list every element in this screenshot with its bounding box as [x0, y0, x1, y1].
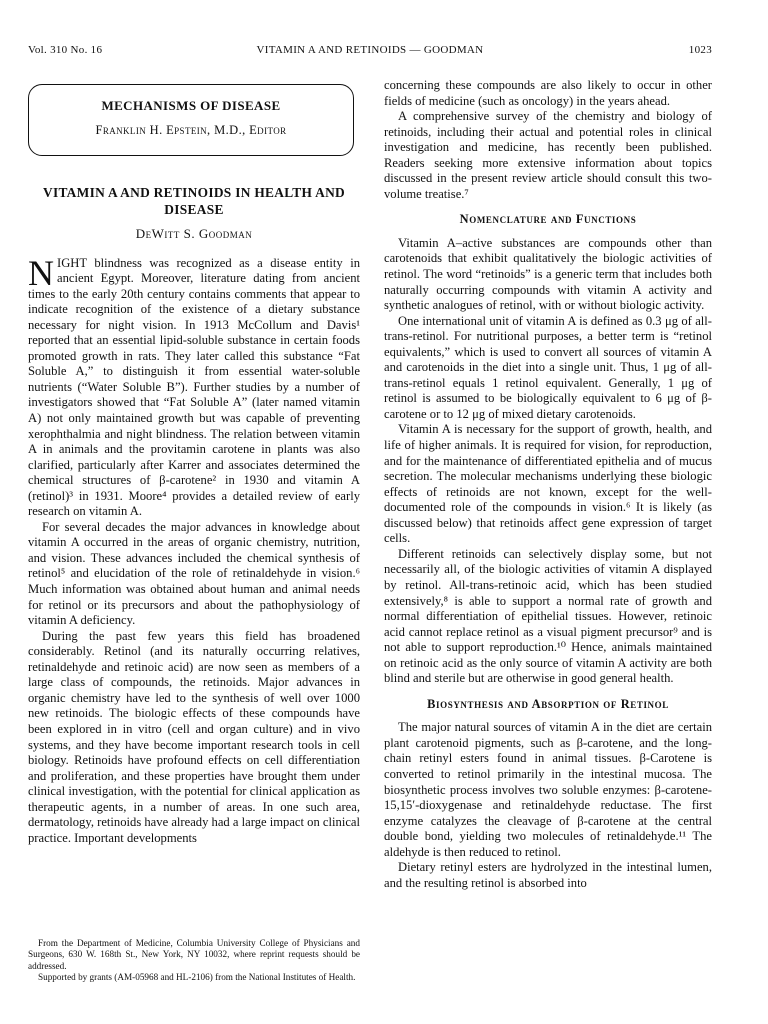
paragraph: concerning these compounds are also likely to occur in other fields of medicine (such as oncology) in the years ahead.: [384, 78, 712, 108]
footnote-affiliation: From the Department of Medicine, Columbia University College of Physicians and Surgeons, 630 W. 168th St., New York, NY 10032, where reprint requests should be addressed.: [28, 938, 360, 971]
section-title: MECHANISMS OF DISEASE: [101, 98, 281, 113]
section-heading: Biosynthesis and Absorption of Retinol: [427, 696, 669, 711]
right-column: [384, 78, 712, 891]
paragraph: NIGHT blindness was recognized as a disease entity in ancient Egypt. Moreover, literature dating from ancient times to the early 20th century contains comments that appear to indicate recognition of the existence of a dietary substance necessary for night vision. In 1913 McCollum and Davis¹ reported that an essential lipid-soluble substance in certain foods promoted growth in rats. They later called this substance “Fat Soluble A,” to distinguish it from essential water-soluble nutrients (“Water Soluble B”). Further studies by a number of investigators showed that “Fat Soluble A” (later named vitamin A) not only maintained growth but was capable of preventing xerophthalmia and night blindness. The relation between vitamin A in animals and the provitamin carotene in plants was also clarified, particularly after Karrer and associates determined the chemical structures of β-carotene² in 1930 and vitamin A (retinol)³ in 1931. Moore⁴ provides a detailed review of early research on vitamin A.: [28, 252, 360, 519]
paragraph: Vitamin A is necessary for the support of growth, health, and life of higher animals. It is required for vision, for reproduction, and for the maintenance of differentiated epithelia and of mucus secretion. The molecular mechanisms underlying these biologic effects of retinoids are not known, except for the well-documented role of the compounds in vision.⁶ It is likely (as discussed below) that retinoids affect gene expression of target cells.: [384, 422, 712, 546]
paragraph: One international unit of vitamin A is defined as 0.3 μg of all-trans-retinol. For nutritional purposes, a better term is “retinol equivalents,” which is used to convert all sources of vitamin A and carotenoids in the diet into a single unit. Thus, 1 μg of all-trans-retinol equals 1 retinol equivalent. Generally, 1 μg of retinol is assumed to be biologically equivalent to 6 μg of β-carotene or to 12 μg of mixed dietary carotenoids.: [384, 313, 712, 421]
running-title: VITAMIN A AND RETINOIDS — GOODMAN: [256, 44, 484, 56]
article-author: DeWitt S. Goodman: [135, 226, 253, 241]
paragraph: For several decades the major advances in knowledge about vitamin A occurred in the areas of organic chemistry, nutrition, and vision. These advances included the chemical synthesis of retinol⁵ and elucidation of the role of retinaldehyde in vision.⁶ Much information was obtained about human and animal needs for retinol or its precursors and about the pathophysiology of vitamin A deficiency.: [28, 519, 360, 628]
section-editor: Franklin H. Epstein, M.D., Editor: [95, 122, 287, 137]
section-heading: Nomenclature and Functions: [459, 212, 637, 227]
paragraph: A comprehensive survey of the chemistry and biology of retinoids, including their actual and potential roles in clinical investigation and medicine, has recently been published. Readers seeking more extensive information about topics discussed in the present review article should consult this two-volume treatise.⁷: [384, 109, 712, 201]
article-title: VITAMIN A AND RETINOIDS IN HEALTH AND DISEASE: [42, 185, 346, 217]
volume-issue: Vol. 310 No. 16: [28, 44, 103, 56]
section-box: [28, 84, 354, 156]
paragraph: During the past few years this field has broadened considerably. Retinol (and its naturally occurring relatives, retinaldehyde and retinoic acid) are now seen as members of a large class of compounds, the retinoids. Major advances in organic chemistry have led to the synthesis of well over 1000 new retinoids. The biologic effects of these compounds have been explored in in vitro (cell and organ culture) and in vivo systems, and they have become important research tools in cell biology. Retinoids have profound effects on cell differentiation and proliferation, and these properties have brought them under clinical investigation, with the potential for clinical application as therapeutic agents, in a number of areas. In one such area, dermatology, retinoids have already had a large impact on clinical practice. Important developments: [28, 628, 360, 845]
paragraph: Dietary retinyl esters are hydrolyzed in the intestinal lumen, and the resulting retinol is absorbed into: [384, 860, 712, 890]
paragraph: The major natural sources of vitamin A in the diet are certain plant carotenoid pigments, such as β-carotene, and the long-chain retinyl esters found in animal tissues. β-Carotene is converted to retinol primarily in the intestinal mucosa. The biosynthetic process involves two soluble enzymes: β-carotene-15,15′-dioxygenase and retinaldehyde reductase. The first enzyme catalyzes the cleavage of β-carotene at the central double bond, yielding two molecules of retinaldehyde.¹¹ The aldehyde is then reduced to retinol.: [384, 720, 712, 859]
drop-cap: N: [28, 252, 54, 293]
footnote-support: Supported by grants (AM-05968 and HL-2106) from the National Institutes of Health.: [38, 972, 356, 983]
page-number: 1023: [688, 44, 712, 56]
left-column: [28, 80, 360, 846]
paragraph: Vitamin A–active substances are compounds other than carotenoids that exhibit qualitatively the biologic activities of retinol. The word “retinoids” is a generic term that includes both naturally occurring compounds with vitamin A activity and synthetic analogues of retinol, with or without biologic activity.: [384, 235, 712, 313]
paragraph: Different retinoids can selectively display some, but not necessarily all, of the biologic activities of vitamin A displayed by retinol. All-trans-retinoic acid, which has been studied extensively,⁸ is able to support a normal rate of growth and normal differentiation of epithelial tissues. However, retinoic acid cannot replace retinol as a visual pigment precursor⁹ and is not able to support reproduction.¹⁰ Hence, animals maintained on retinoic acid as the only source of vitamin A activity are both blind and sterile but are otherwise in good general health.: [384, 546, 712, 686]
footnote: [28, 938, 360, 984]
